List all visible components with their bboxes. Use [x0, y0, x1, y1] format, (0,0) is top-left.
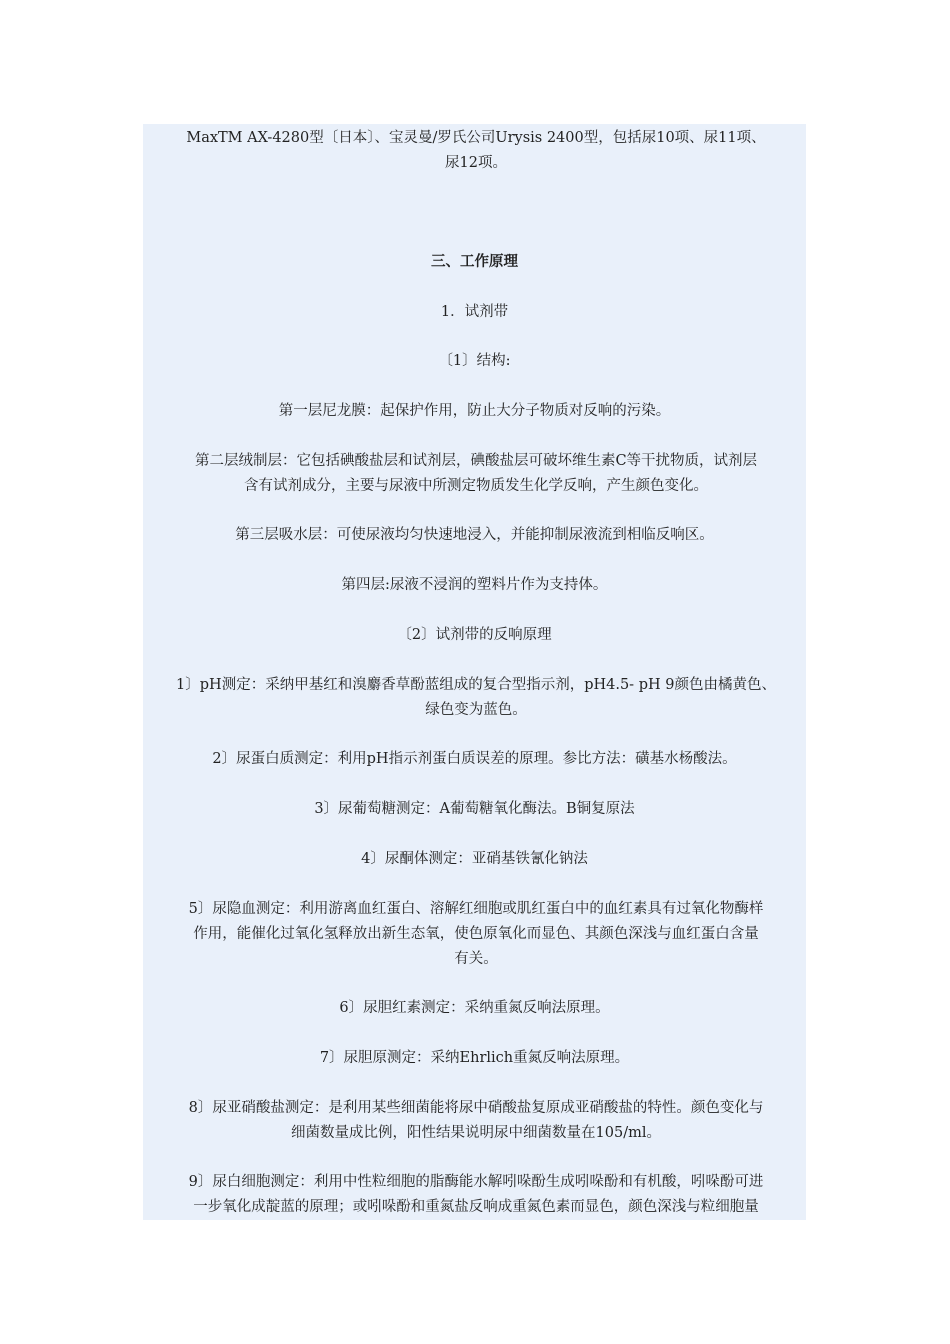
item-2-text: 2〕尿蛋白质测定：利用pH指示剂蛋白质误差的原理。参比方法：磺基水杨酸法。 — [212, 751, 737, 767]
item-5-line-2: 作用，能催化过氧化氢释放出新生态氧，使色原氧化而显色、其颜色深浅与血红蛋白含量 — [193, 926, 759, 942]
item-5-line-1: 5〕尿隐血测定：利用游离血红蛋白、溶解红细胞或肌红蛋白中的血红素具有过氧化物酶样 — [188, 901, 764, 917]
item-9-paragraph — [140, 1170, 812, 1220]
subsection-title: 1．试剂带 — [440, 304, 509, 320]
intro-line-1: MaxTM AX-4280型〔日本〕、宝灵曼/罗氏公司Urysis 2400型，包括尿10项、尿11项、 — [186, 130, 766, 146]
item-8-line-1: 8〕尿亚硝酸盐测定：是利用某些细菌能将尿中硝酸盐复原成亚硝酸盐的特性。颜色变化与 — [188, 1100, 764, 1116]
layer-4-text: 第四层:尿液不浸润的塑料片作为支持体。 — [341, 577, 608, 593]
intro-paragraph — [140, 126, 812, 176]
intro-line-2: 尿12项。 — [445, 155, 507, 171]
item-3-text: 3〕尿葡萄糖测定：A葡萄糖氧化酶法。B铜复原法 — [314, 801, 635, 817]
item-5-paragraph — [140, 897, 812, 972]
item-1-line-2: 绿色变为蓝色。 — [425, 702, 527, 718]
item-9-line-1: 9〕尿白细胞测定：利用中性粒细胞的脂酶能水解吲哚酚生成吲哚酚和有机酸，吲哚酚可进 — [188, 1174, 764, 1190]
item-8-line-2: 细菌数量成比例，阳性结果说明尿中细菌数量在105/ml。 — [291, 1125, 661, 1141]
layer-1-text: 第一层尼龙膜：起保护作用，防止大分子物质对反响的污染。 — [278, 403, 671, 419]
layer-2-paragraph — [140, 449, 812, 499]
item-9-line-2: 一步氧化成靛蓝的原理；或吲哚酚和重氮盐反响成重氮色素而显色，颜色深浅与粒细胞量 — [193, 1199, 759, 1215]
principle-title: 〔2〕试剂带的反响原理 — [397, 627, 552, 643]
item-4-text: 4〕尿酮体测定：亚硝基铁氰化钠法 — [361, 851, 588, 867]
layer-2-line-1: 第二层绒制层：它包括碘酸盐层和试剂层，碘酸盐层可破坏维生素C等干扰物质，试剂层 — [194, 453, 758, 469]
section-heading: 三、工作原理 — [431, 254, 518, 270]
structure-title: 〔1〕结构: — [438, 353, 511, 369]
item-1-line-1: 1〕pH测定：采纳甲基红和溴麝香草酚蓝组成的复合型指示剂，pH4.5- pH 9颜色由橘黄色、 — [176, 677, 776, 693]
layer-2-line-2: 含有试剂成分，主要与尿液中所测定物质发生化学反响，产生颜色变化。 — [244, 478, 708, 494]
item-1-paragraph — [140, 673, 812, 723]
item-6-text: 6〕尿胆红素测定：采纳重氮反响法原理。 — [339, 1000, 610, 1016]
item-8-paragraph — [140, 1096, 812, 1146]
item-7-text: 7〕尿胆原测定：采纳Ehrlich重氮反响法原理。 — [319, 1050, 630, 1066]
layer-3-text: 第三层吸水层：可使尿液均匀快速地浸入，并能抑制尿液流到相临反响区。 — [235, 527, 714, 543]
item-5-line-3: 有关。 — [454, 951, 498, 967]
